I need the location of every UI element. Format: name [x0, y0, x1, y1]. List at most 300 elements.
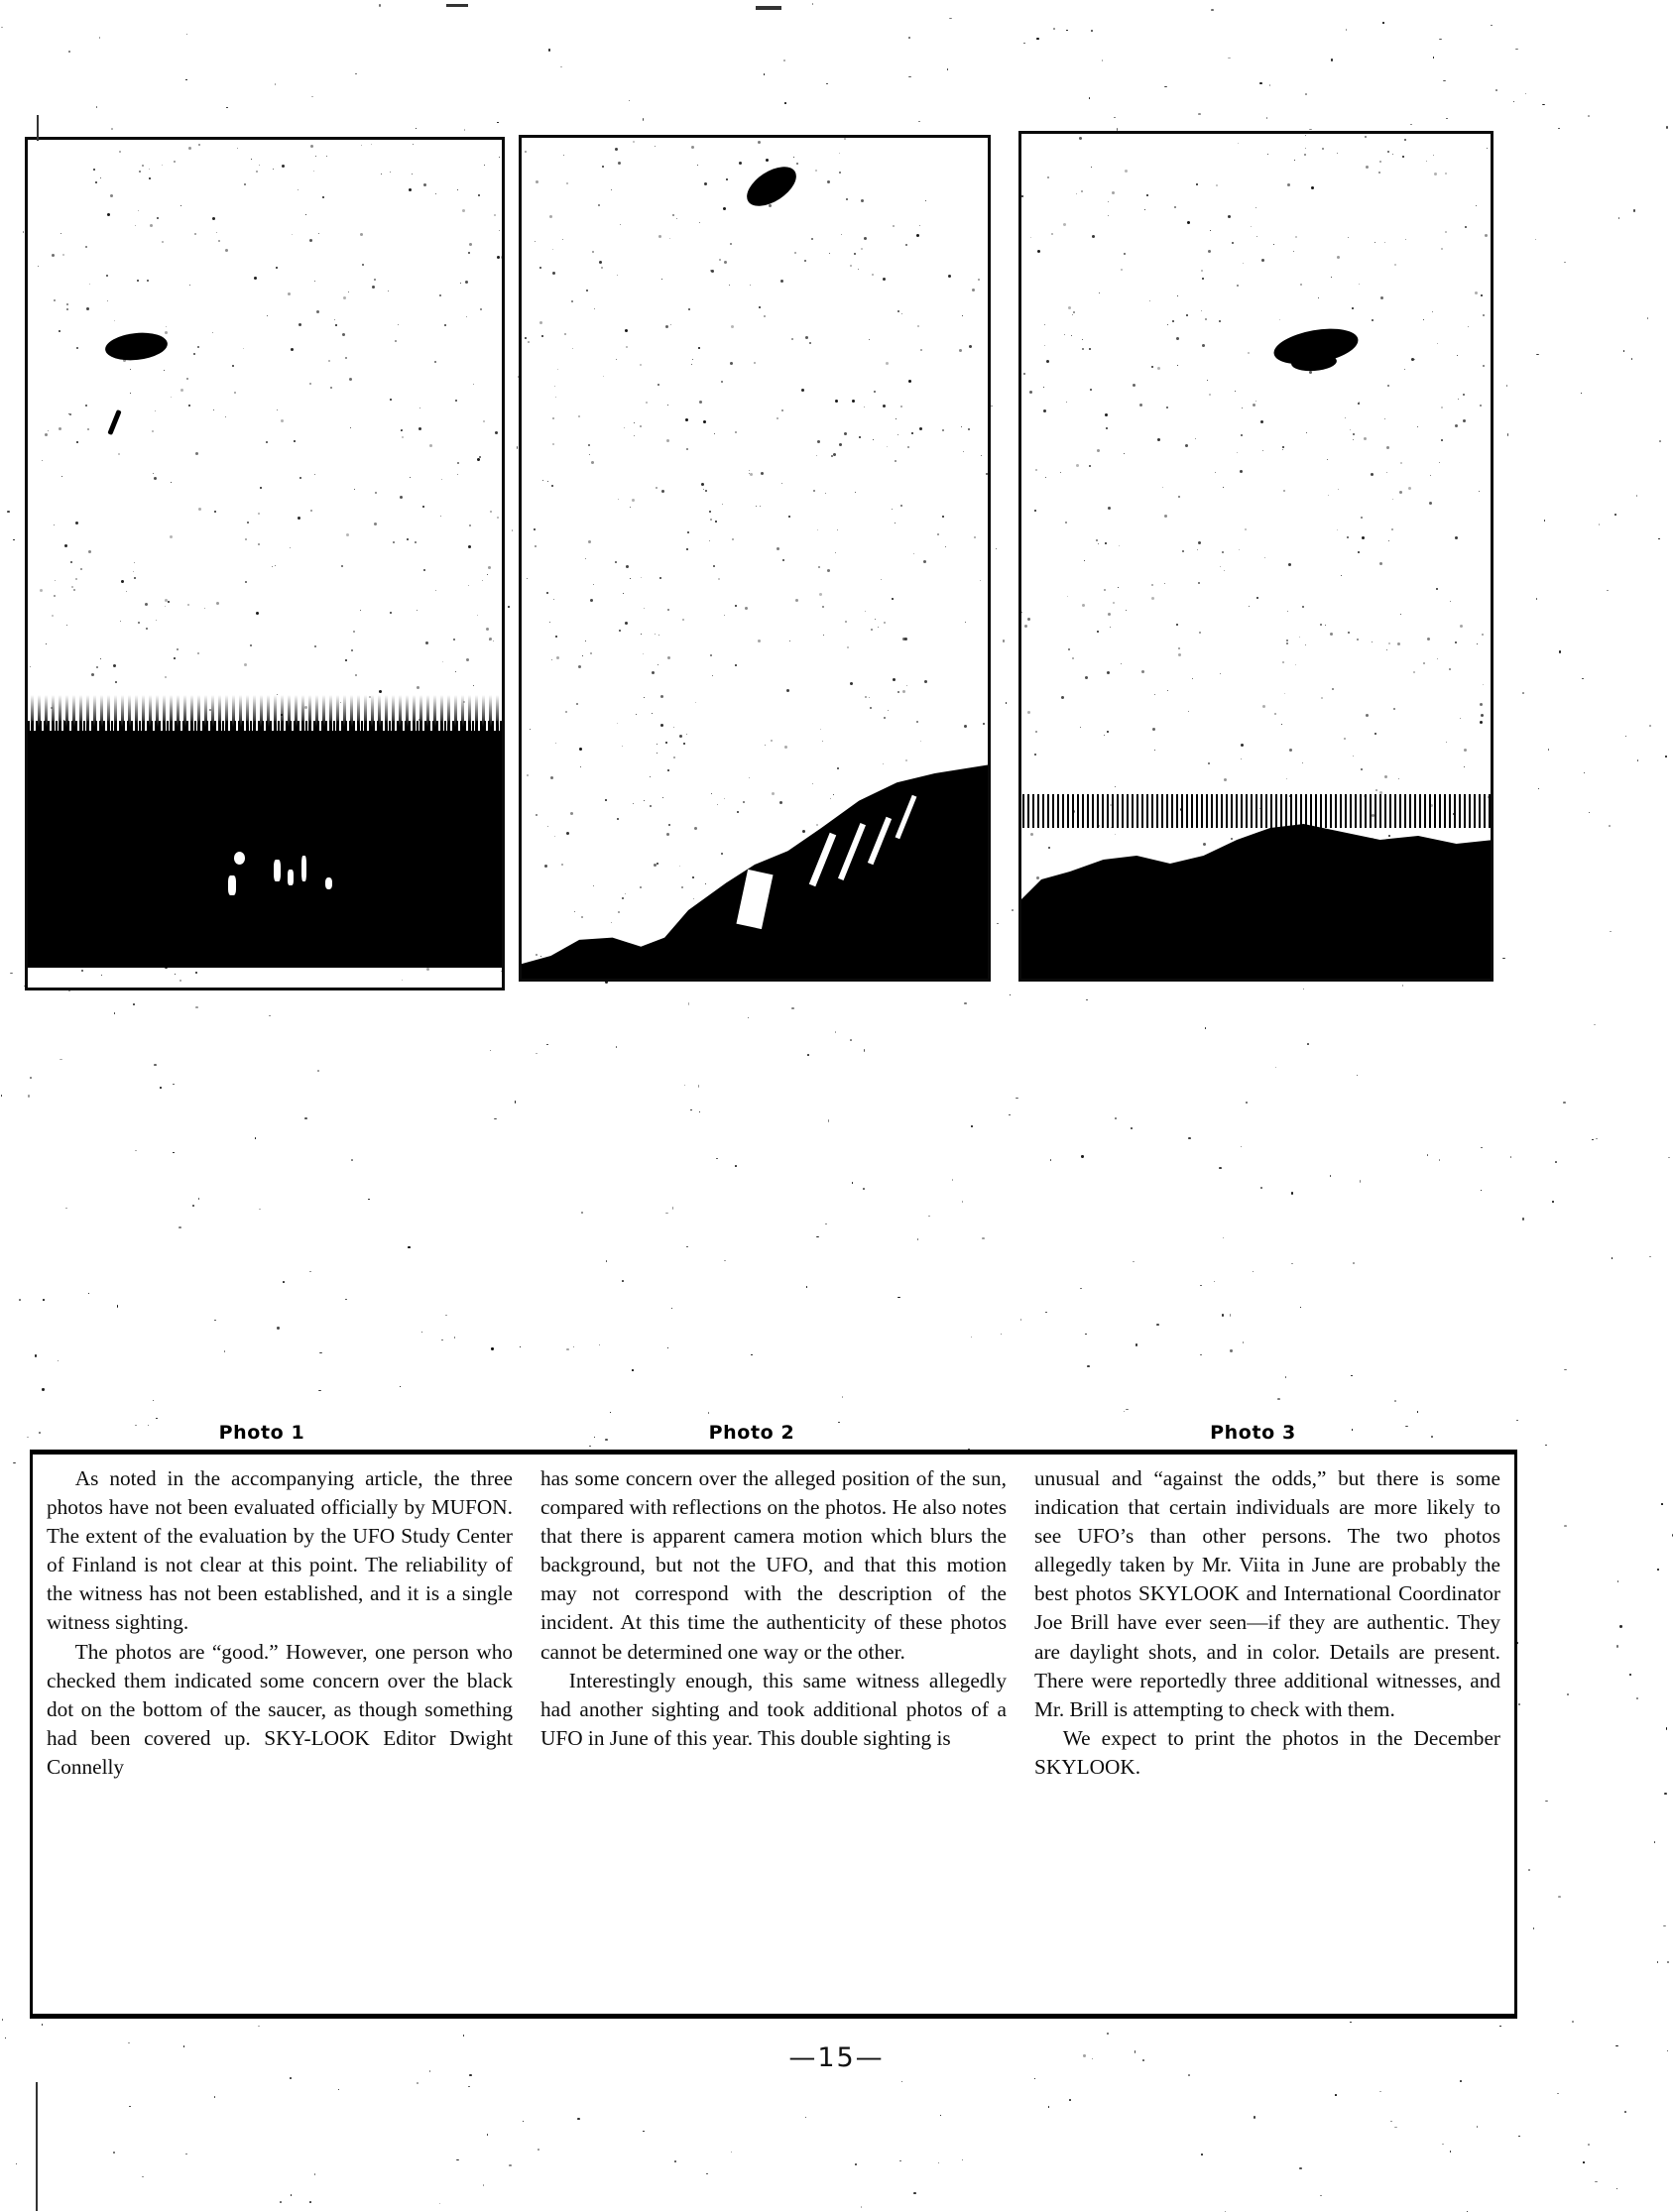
photo-grain — [683, 743, 685, 745]
scan-speck — [901, 2081, 902, 2082]
photo-grain — [1048, 847, 1050, 849]
photo-grain — [547, 826, 548, 827]
photo-grain — [1455, 424, 1458, 427]
photo-grain — [1357, 639, 1359, 640]
photo-grain — [1388, 835, 1390, 837]
photo-grain — [106, 275, 108, 277]
photo-grain — [900, 406, 902, 407]
photo-grain — [250, 644, 252, 646]
photo-grain — [40, 589, 43, 592]
photo-grain — [547, 481, 548, 482]
photo-grain — [1460, 718, 1461, 719]
scan-speck — [861, 2206, 862, 2208]
photo-grain — [294, 440, 296, 442]
photo-grain — [1167, 324, 1168, 325]
photo-grain — [69, 413, 71, 415]
photo-grain — [661, 490, 664, 493]
photo-grain — [139, 171, 141, 173]
photo-grain — [527, 578, 528, 579]
photo-grain — [667, 769, 669, 771]
photo-grain — [1203, 843, 1206, 846]
photo-grain — [908, 380, 911, 383]
photo-grain — [165, 331, 168, 334]
photo-grain — [699, 222, 700, 223]
photo-grain — [435, 193, 436, 194]
photo-grain — [499, 157, 500, 158]
photo-grain — [1475, 291, 1478, 294]
photo-grain — [486, 628, 489, 631]
photo-grain — [343, 296, 346, 299]
photo-grain — [189, 285, 190, 286]
photo-grain — [316, 310, 319, 313]
photo-grain — [1241, 434, 1243, 436]
photo-grain — [1286, 640, 1288, 641]
photo-grain — [1274, 713, 1276, 715]
photo-grain — [1215, 472, 1216, 473]
photo-grain — [1463, 419, 1466, 422]
photo-grain — [942, 516, 944, 518]
photo-1-highlight-e — [301, 856, 306, 881]
photo-grain — [1209, 394, 1211, 396]
photo-grain — [501, 256, 504, 259]
photo-grain — [444, 324, 446, 326]
photo-grain — [765, 745, 766, 746]
photo-grain — [245, 538, 247, 540]
photo-grain — [883, 278, 886, 281]
photo-grain — [1429, 502, 1432, 505]
photo-grain — [535, 241, 536, 242]
photo-grain — [1097, 631, 1099, 633]
photo-grain — [721, 381, 723, 383]
photo-grain — [1232, 242, 1234, 244]
photo-grain — [897, 310, 899, 312]
photo-grain — [374, 279, 376, 281]
photo-grain — [342, 333, 345, 336]
photo-grain — [1299, 637, 1300, 638]
photo-grain — [839, 153, 840, 154]
scan-speck — [1617, 1580, 1618, 1582]
photo-grain — [1253, 404, 1255, 407]
photo-grain — [572, 348, 573, 349]
column-2-paragraph-2: Interestingly enough, this same witness allegedly had another sighting and took additional photos of a UFO in June of this year. This double sighting is — [540, 1668, 1007, 1750]
photo-grain — [1350, 429, 1351, 430]
photo-grain — [788, 516, 790, 518]
photo-grain — [314, 281, 315, 282]
photo-grain — [644, 800, 645, 801]
photo-grain — [453, 639, 455, 640]
photo-grain — [554, 386, 555, 387]
photo-grain — [1441, 407, 1443, 408]
photo-grain — [884, 622, 886, 624]
photo-grain — [126, 591, 127, 592]
photo-grain — [1105, 542, 1107, 544]
photo-grain — [750, 285, 751, 286]
photo-grain — [830, 798, 831, 799]
photo-grain — [1476, 205, 1477, 206]
photo-grain — [660, 724, 663, 727]
scan-speck — [1572, 2021, 1574, 2023]
photo-grain — [643, 653, 644, 654]
photo-grain — [1432, 311, 1433, 312]
photo-grain — [1397, 642, 1400, 645]
photo-grain — [920, 741, 921, 742]
photo-grain — [667, 405, 668, 406]
page-number: —15— — [788, 2042, 885, 2073]
photo-grain — [1483, 314, 1485, 316]
scan-speck — [463, 2035, 464, 2037]
scan-speck — [1583, 2161, 1585, 2163]
photo-grain — [1284, 693, 1285, 694]
photo-grain — [551, 659, 552, 660]
photo-grain — [1325, 625, 1326, 626]
scan-speck — [280, 2201, 282, 2203]
photo-grain — [657, 863, 658, 865]
photo-grain — [660, 695, 663, 698]
photo-grain — [552, 443, 554, 445]
photo-grain — [418, 427, 421, 430]
photo-grain — [1224, 778, 1227, 781]
photo-grain — [1178, 647, 1180, 649]
photo-grain — [1388, 540, 1389, 541]
photo-grain — [133, 571, 134, 572]
photo-grain — [605, 799, 607, 801]
photo-grain — [260, 487, 262, 489]
photo-grain — [1364, 437, 1367, 440]
scan-speck — [1335, 2094, 1337, 2096]
photo-grain — [730, 362, 733, 365]
photo-1-highlight-f — [325, 877, 332, 889]
photo-grain — [1082, 348, 1084, 350]
photo-grain — [410, 477, 411, 478]
photo-grain — [805, 336, 808, 339]
photo-grain — [1220, 673, 1221, 674]
photo-grain — [703, 420, 706, 423]
photo-grain — [546, 592, 548, 594]
photo-grain — [425, 641, 428, 644]
photo-grain — [91, 673, 94, 676]
photo-grain — [1081, 190, 1083, 192]
photo-grain — [872, 274, 874, 276]
photo-grain — [1359, 284, 1360, 285]
photo-grain — [1238, 143, 1239, 144]
photo-grain — [685, 418, 688, 421]
photo-grain — [743, 801, 745, 803]
photo-grain — [254, 277, 257, 280]
photo-grain — [789, 640, 790, 641]
photo-grain — [70, 561, 72, 563]
photo-grain — [1460, 625, 1463, 628]
photo-grain — [64, 544, 67, 547]
photo-grain — [1353, 756, 1354, 757]
photo-grain — [554, 836, 555, 837]
photo-grain — [1260, 420, 1263, 423]
photo-grain — [670, 324, 671, 325]
column-3-paragraph-2: We expect to print the photos in the December SKYLOOK. — [1034, 1725, 1500, 1779]
photo-grain — [1164, 515, 1167, 518]
scan-speck — [523, 2121, 524, 2122]
photo-grain — [619, 630, 621, 632]
photo-grain — [1262, 705, 1265, 708]
photo-grain — [1413, 671, 1415, 673]
photo-grain — [1047, 176, 1049, 178]
photo-grain — [457, 189, 458, 190]
photo-grain — [659, 577, 661, 579]
photo-grain — [488, 566, 491, 569]
photo-grain — [1149, 300, 1150, 301]
photo-grain — [59, 427, 61, 430]
photo-grain — [1027, 711, 1030, 714]
photo-grain — [335, 324, 337, 326]
photo-grain — [589, 454, 590, 455]
scan-speck — [731, 2152, 732, 2153]
photo-grain — [156, 620, 157, 621]
scan-speck — [962, 2159, 963, 2160]
photo-grain — [134, 577, 136, 579]
photo-1-dark-foreground — [25, 731, 505, 968]
photo-grain — [858, 269, 859, 270]
photo-grain — [611, 189, 612, 190]
photo-grain — [1480, 721, 1483, 724]
photo-1-highlight-c — [274, 860, 281, 881]
photo-grain — [440, 516, 441, 517]
photo-grain — [893, 225, 895, 227]
photo-grain — [360, 233, 363, 236]
photo-grain — [692, 359, 693, 360]
photo-grain — [623, 593, 624, 594]
photo-grain — [624, 427, 625, 428]
photo-grain — [149, 177, 151, 179]
photo-grain — [562, 239, 563, 240]
photo-grain — [673, 757, 675, 758]
scan-speck — [1350, 2022, 1352, 2023]
photo-grain — [1282, 449, 1283, 450]
article-textbox — [30, 1450, 1517, 2019]
photo-grain — [864, 237, 867, 240]
photo-grain — [634, 435, 635, 436]
photo-grain — [735, 605, 737, 607]
photo-grain — [1365, 136, 1367, 138]
photo-grain — [1151, 366, 1153, 368]
photo-grain — [618, 911, 620, 913]
photo-grain — [1318, 297, 1319, 298]
photo-grain — [465, 281, 468, 284]
photo-grain — [1121, 269, 1123, 271]
photo-grain — [815, 170, 817, 172]
photo-grain — [353, 631, 355, 633]
photo-grain — [1157, 438, 1160, 441]
photo-grain — [1240, 470, 1243, 473]
photo-3-caption: Photo 3 — [1210, 1422, 1296, 1444]
photo-grain — [1196, 183, 1198, 185]
photo-grain — [439, 294, 441, 296]
photo-grain — [667, 656, 670, 659]
photo-grain — [565, 711, 567, 713]
photo-grain — [497, 256, 500, 259]
photo-grain — [1434, 173, 1437, 175]
scan-speck — [1567, 1693, 1569, 1695]
photo-grain — [625, 893, 626, 894]
photo-grain — [298, 517, 300, 520]
scan-speck — [1616, 2188, 1617, 2189]
photo-grain — [717, 804, 718, 805]
photo-grain — [351, 649, 353, 651]
photo-grain — [1157, 367, 1160, 370]
photo-grain — [1441, 248, 1443, 250]
scan-speck — [487, 2134, 488, 2136]
photo-grain — [712, 675, 713, 676]
photo-grain — [198, 144, 200, 146]
photo-grain — [1139, 404, 1142, 407]
photo-grain — [170, 535, 173, 538]
scan-speck — [1657, 1569, 1659, 1571]
photo-grain — [641, 577, 642, 578]
photo-grain — [462, 209, 465, 212]
photo-grain — [735, 431, 737, 433]
photo-grain — [1387, 151, 1389, 153]
scan-speck — [2, 2019, 3, 2021]
photo-grain — [1036, 876, 1039, 879]
photo-grain — [580, 766, 581, 767]
photo-grain — [1345, 417, 1346, 418]
photo-grain — [1281, 724, 1282, 725]
photo-grain — [1366, 166, 1369, 169]
photo-grain — [1481, 294, 1483, 296]
photo-grain — [441, 479, 442, 480]
photo-grain — [299, 477, 301, 479]
photo-grain — [54, 595, 56, 597]
photo-grain — [499, 230, 500, 231]
photo-grain — [974, 536, 976, 538]
photo-grain — [502, 364, 504, 366]
photo-grain — [983, 723, 985, 725]
photo-grain — [89, 284, 90, 285]
photo-grain — [904, 638, 907, 640]
photo-grain — [658, 235, 661, 238]
photo-grain — [469, 524, 471, 526]
scan-speck — [1564, 1525, 1567, 1527]
photo-grain — [468, 585, 469, 586]
photo-grain — [655, 146, 656, 147]
photo-grain — [1404, 369, 1405, 370]
photo-grain — [916, 721, 918, 723]
photo-grain — [640, 364, 642, 366]
scan-speck — [468, 2086, 470, 2087]
photo-grain — [986, 473, 988, 475]
photo-grain — [341, 565, 343, 567]
photo-grain — [570, 812, 573, 815]
photo-grain — [869, 339, 870, 340]
photo-grain — [71, 586, 73, 588]
photo-grain — [845, 621, 847, 623]
photo-grain — [417, 686, 419, 689]
photo-grain — [1241, 758, 1242, 759]
scan-speck — [309, 2201, 311, 2203]
photo-grain — [1251, 226, 1252, 227]
photo-grain — [1427, 638, 1430, 640]
photo-grain — [1112, 191, 1115, 194]
photo-grain — [1309, 371, 1312, 374]
photo-3-frame — [1018, 131, 1494, 982]
photo-grain — [1092, 235, 1095, 238]
photo-grain — [422, 506, 424, 508]
scan-speck — [1667, 1961, 1669, 1963]
photo-grain — [55, 580, 56, 581]
scan-speck — [1558, 1896, 1561, 1898]
photo-grain — [1068, 306, 1071, 309]
photo-grain — [820, 729, 821, 730]
scan-speck — [1595, 2181, 1598, 2182]
photo-grain — [1372, 641, 1373, 642]
photo-grain — [1400, 462, 1402, 464]
photo-grain — [711, 793, 712, 794]
photo-grain — [1064, 334, 1065, 335]
photo-grain — [1046, 360, 1049, 363]
photo-grain — [1347, 536, 1349, 538]
photo-grain — [120, 621, 121, 622]
photo-1-highlight-b — [228, 875, 236, 895]
photo-grain — [578, 415, 580, 417]
photo-grain — [1358, 403, 1360, 405]
photo-grain — [1482, 634, 1484, 636]
photo-grain — [552, 272, 555, 275]
photo-grain — [590, 599, 593, 602]
photo-grain — [827, 569, 830, 572]
photo-grain — [1255, 207, 1256, 208]
photo-grain — [1262, 450, 1263, 451]
photo-grain — [1437, 343, 1438, 344]
photo-grain — [1386, 446, 1389, 449]
photo-grain — [348, 291, 349, 292]
photo-grain — [87, 428, 89, 430]
photo-grain — [563, 155, 564, 156]
photo-grain — [549, 215, 552, 218]
photo-grain — [95, 181, 97, 183]
photo-grain — [710, 519, 712, 521]
photo-grain — [719, 259, 721, 261]
photo-grain — [920, 349, 922, 351]
photo-grain — [402, 436, 404, 438]
photo-grain — [259, 165, 260, 166]
photo-grain — [865, 696, 867, 698]
scan-speck — [439, 2203, 440, 2204]
photo-grain — [626, 565, 629, 568]
photo-grain — [724, 261, 727, 264]
photo-grain — [1023, 373, 1025, 375]
photo-grain — [625, 329, 628, 332]
photo-grain — [361, 145, 362, 146]
photo-grain — [801, 389, 804, 392]
photo-grain — [1463, 394, 1465, 396]
photo-grain — [1392, 499, 1393, 500]
photo-grain — [963, 451, 964, 452]
photo-grain — [1374, 733, 1376, 735]
photo-grain — [817, 529, 818, 530]
scan-speck — [1629, 1674, 1631, 1676]
photo-1-highlight-d — [288, 870, 294, 885]
photo-grain — [66, 303, 68, 305]
scan-speck — [1048, 2106, 1049, 2108]
photo-grain — [673, 727, 674, 728]
photo-grain — [839, 443, 842, 446]
photo-grain — [442, 661, 443, 662]
photo-grain — [556, 656, 559, 659]
photo-grain — [1267, 154, 1268, 155]
photo-grain — [401, 430, 402, 431]
scan-speck — [16, 2163, 17, 2164]
photo-grain — [1391, 528, 1393, 530]
photo-grain — [905, 244, 907, 246]
scan-speck — [142, 2176, 144, 2177]
